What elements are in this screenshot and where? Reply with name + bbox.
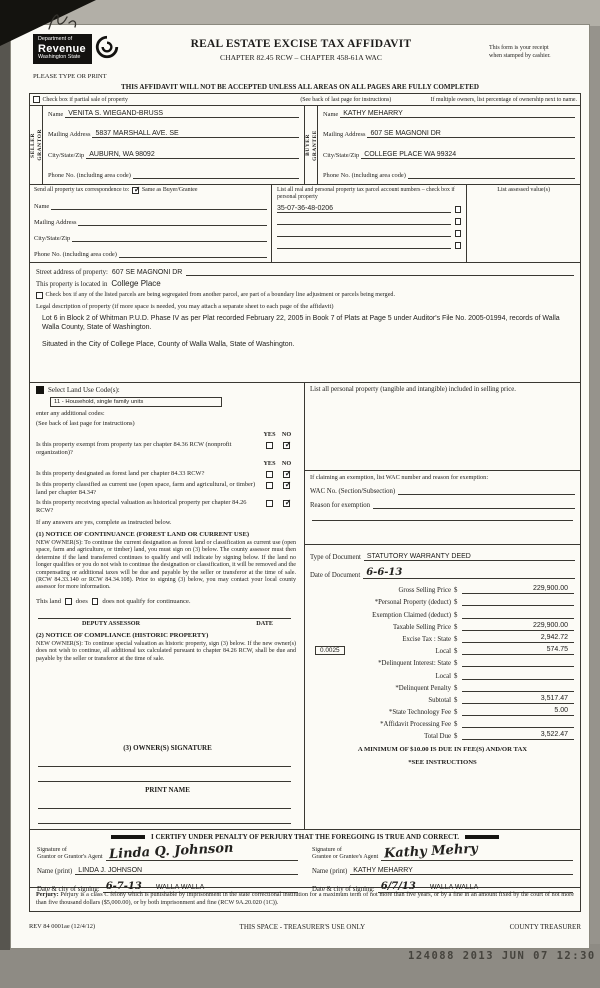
buyer-phone-field[interactable] [408, 171, 575, 179]
corr-address-field[interactable] [78, 218, 267, 226]
wac-label: WAC No. (Section/Subsection) [310, 488, 396, 495]
doc-date-label: Date of Document [310, 572, 361, 579]
fee-row-tech-fee: *State Technology Fee $ 5.00 [305, 704, 574, 716]
grantor-name-print-field[interactable]: LINDA J. JOHNSON [75, 867, 298, 875]
grantor-name-print-label: Name (print) [37, 868, 73, 875]
personal-property-box [305, 383, 580, 471]
deputy-assessor-signature-line[interactable] [38, 607, 291, 619]
corr-name-field[interactable] [51, 202, 267, 210]
deputy-assessor-label: DEPUTY ASSESSOR [82, 619, 141, 627]
fee-value-taxable[interactable]: 229,900.00 [462, 622, 574, 631]
rev-number: REV 84 0001ae (12/4/12) [29, 923, 96, 930]
fee-value-total[interactable]: 3,522.47 [462, 731, 574, 740]
warning-line: THIS AFFIDAVIT WILL NOT BE ACCEPTED UNLESS ALL AREAS ON ALL PAGES ARE FULLY COMPLETED [121, 83, 479, 91]
see-instructions-note: *SEE INSTRUCTIONS [408, 759, 477, 767]
owner-signature-line-2[interactable] [38, 767, 291, 782]
corr-phone-field[interactable] [119, 250, 267, 258]
buyer-address-label: Mailing Address [323, 131, 366, 139]
exemption-reason-line-2[interactable] [312, 509, 573, 521]
property-section [30, 263, 580, 383]
current-use-no-checkbox[interactable] [283, 479, 292, 489]
parcel-number-field[interactable]: 35-07-36-48-0206 [277, 205, 451, 213]
seller-address-label: Mailing Address [48, 131, 91, 139]
select-land-use-label: Select Land Use Code(s): [48, 386, 120, 394]
seller-csz-field[interactable]: AUBURN, WA 98092 [86, 151, 299, 159]
black-square-icon [36, 386, 44, 394]
fee-row-exemption: Exemption Claimed (deduct) $ [305, 606, 574, 618]
grantee-role-label: Grantee or Grantee's Agent [312, 854, 379, 860]
grantor-signing-city[interactable]: WALLA WALLA [155, 884, 205, 891]
seller-name-field[interactable]: VENITA S. WIEGAND-BRUSS [65, 110, 299, 118]
seller-csz-label: City/State/Zip [48, 151, 85, 159]
see-back-note-2: (See back of last page for instructions) [36, 420, 135, 427]
corr-address-label: Mailing Address [34, 218, 77, 226]
question-forest: Is this property designated as forest land per chapter 84.33 RCW? [36, 470, 205, 478]
personal-property-header: List all personal property (tangible and intangible) included in selling price. [310, 386, 516, 393]
date-label: DATE [256, 619, 273, 627]
please-type-note: PLEASE TYPE OR PRINT [33, 73, 107, 80]
exemption-header: If claiming an exemption, list WAC number and reason for exemption: [310, 474, 489, 481]
seller-box [30, 106, 305, 184]
same-as-buyer-label: Same as Buyer/Grantee [141, 187, 198, 194]
forest-yes-checkbox[interactable] [266, 471, 273, 478]
situated-line: Situated in the City of College Place, County of Walla Walla, State of Washington. [42, 340, 295, 348]
dollar-sign: $ [454, 721, 458, 729]
segregated-checkbox[interactable] [36, 292, 43, 299]
grantee-name-print-label: Name (print) [312, 868, 348, 875]
yes-header-2: YES [263, 460, 276, 468]
seller-phone-field[interactable] [133, 171, 299, 179]
assessed-values-box [467, 185, 580, 262]
title-block [141, 38, 461, 62]
parcel-personal-checkbox-4[interactable] [455, 242, 462, 249]
affidavit-page [10, 24, 590, 949]
fee-row-local: 0.0025 Local $ 574.75 [305, 643, 574, 655]
perjury-text: Perjury is a class C felony which is punishable by imprisonment in the state correctional institution for a maximum term of not more than five years, or by a fine in an amount fixed by the court of not more than five thousand dollars ($5,000.00), or by both imprisonment and fine (RCW 9A.20.020 (1C)). [36, 891, 574, 906]
parcel-header: List all real and personal property tax parcel account numbers – check box if personal property [277, 187, 455, 200]
checkmark-icon: ✓ [133, 184, 141, 194]
document-box [305, 545, 580, 582]
correspondence-address-box [30, 185, 272, 262]
signature-of-label: Signature of [37, 847, 67, 853]
dollar-sign: $ [454, 672, 458, 680]
fee-value-di-local[interactable] [462, 671, 574, 680]
corr-name-label: Name [34, 202, 50, 210]
same-as-buyer-checkbox[interactable] [132, 184, 141, 194]
doc-type-label: Type of Document [310, 554, 361, 561]
document-date-field[interactable]: 6-6-13 [363, 567, 575, 579]
certification-section [30, 830, 580, 893]
land-does-not-checkbox[interactable] [92, 598, 99, 605]
notice1-title: (1) NOTICE OF CONTINUANCE (FOREST LAND OR CURRENT USE) [36, 530, 250, 538]
grantor-signature-block [30, 840, 305, 895]
parcel-personal-checkbox-3[interactable] [455, 230, 462, 237]
if-yes-note: If any answers are yes, complete as instructed below. [36, 518, 172, 526]
certify-bar-left [111, 835, 145, 839]
located-in-value[interactable]: College Place [111, 279, 161, 288]
form-title: REAL ESTATE EXCISE TAX AFFIDAVIT [190, 38, 412, 50]
dollar-sign: $ [454, 611, 458, 619]
certify-bar-right [465, 835, 499, 839]
perjury-notice [30, 888, 580, 911]
receipt-note-line1: This form is your receipt [489, 45, 549, 51]
buyer-csz-label: City/State/Zip [323, 151, 360, 159]
fee-value-exemption[interactable] [462, 610, 574, 619]
grantor-role-label: Grantor or Grantor's Agent [37, 854, 103, 860]
forest-no-checkbox[interactable] [283, 468, 292, 478]
grantor-date-city-label: Date & city of signing: [37, 886, 100, 893]
fee-value-penalty[interactable] [462, 683, 574, 692]
fee-row-total-due: Total Due $ 3,522.47 [305, 728, 574, 740]
parcel-numbers-box [272, 185, 467, 262]
seller-name-label: Name [48, 111, 64, 118]
parcel-number-field-4[interactable] [277, 248, 451, 249]
parcel-personal-checkbox-2[interactable] [455, 218, 462, 225]
additional-codes-label: enter any additional codes: [36, 410, 105, 417]
street-address-line[interactable] [186, 268, 574, 276]
dept-name: Revenue [38, 42, 86, 55]
handwritten-mark-icon [44, 8, 86, 36]
scan-edge-band [0, 0, 10, 950]
certify-title: I CERTIFY UNDER PENALTY OF PERJURY THAT THE FOREGOING IS TRUE AND CORRECT. [150, 832, 459, 841]
dollar-sign: $ [454, 733, 458, 741]
owner-signature-line-1[interactable] [38, 752, 291, 767]
corr-csz-label: City/State/Zip [34, 234, 71, 242]
legal-description-label: Legal description of property (if more space is needed, you may attach a separate sheet to each page of the affidavit) [36, 302, 334, 310]
fee-value-gross[interactable]: 229,900.00 [462, 585, 574, 594]
dollar-sign: $ [454, 660, 458, 668]
corr-phone-label: Phone No. (including area code) [34, 251, 117, 258]
land-use-column [30, 383, 305, 829]
partial-sale-checkbox[interactable] [33, 96, 40, 103]
grantee-signing-city[interactable]: WALLA WALLA [429, 884, 479, 891]
pre-row [30, 94, 580, 105]
exemption-reason-field[interactable] [373, 501, 575, 509]
fee-row-excise-state: Excise Tax : State $ 2,942.72 [305, 631, 574, 643]
seller-address-field[interactable]: 5837 MARSHALL AVE. SE [92, 130, 299, 138]
dollar-sign: $ [454, 587, 458, 595]
dollar-sign: $ [454, 684, 458, 692]
grantor-band-word: GRANTOR [36, 129, 43, 161]
parcel-personal-checkbox-1[interactable] [455, 206, 462, 213]
checkmark-icon: ✓ [284, 439, 292, 449]
fee-row-delinquent-interest-state: *Delinquent Interest: State $ [305, 655, 574, 667]
local-rate-box: 0.0025 [315, 646, 345, 655]
multiple-owners-note: If multiple owners, list percentage of ownership next to name. [430, 96, 577, 103]
receipt-note [489, 45, 581, 61]
land-does-checkbox[interactable] [65, 598, 72, 605]
treasurer-space-label: THIS SPACE - TREASURER'S USE ONLY [239, 923, 366, 931]
fee-value-subtotal[interactable]: 3,517.47 [462, 695, 574, 704]
middle-columns [30, 383, 580, 830]
dollar-sign: $ [454, 709, 458, 717]
print-name-line-1[interactable] [38, 794, 291, 809]
grantee-band-word: GRANTEE [311, 129, 318, 161]
buyer-csz-field[interactable]: COLLEGE PLACE WA 99324 [361, 151, 575, 159]
see-back-note: (See back of last page for instructions) [300, 96, 392, 103]
dollar-sign: $ [454, 648, 458, 656]
partial-sale-label: Check box if partial sale of property [42, 96, 128, 103]
seller-band-word: SELLER [29, 132, 36, 158]
perjury-lead: Perjury: [36, 891, 59, 898]
buyer-name-field[interactable]: KATHY MEHARRY [340, 110, 575, 118]
grantee-signing-date[interactable]: 6/7/13 [380, 881, 416, 892]
dollar-sign: $ [454, 696, 458, 704]
exempt-yes-checkbox[interactable] [266, 442, 273, 449]
buyer-name-label: Name [323, 111, 339, 118]
fee-row-gross: Gross Selling Price $ 229,900.00 [305, 582, 574, 594]
form-subtitle: CHAPTER 82.45 RCW – CHAPTER 458-61A WAC [220, 53, 382, 62]
fee-row-subtotal: Subtotal $ 3,517.47 [305, 692, 574, 704]
grantor-signing-date[interactable]: 6-7-13 [105, 881, 142, 892]
wac-number-field[interactable] [398, 487, 575, 495]
checkmark-icon: ✓ [284, 479, 292, 489]
fee-row-delinquent-penalty: *Delinquent Penalty $ [305, 680, 574, 692]
county-treasurer-label: COUNTY TREASURER [509, 923, 581, 931]
dept-line: Department of [38, 36, 73, 42]
yes-header: YES [263, 431, 276, 438]
grantee-date-city-label: Date & city of signing: [312, 886, 375, 893]
print-name-line-2[interactable] [38, 809, 291, 824]
cashier-stamp: 124088 2013 JUN 07 12:30 [408, 950, 596, 962]
buyer-address-field[interactable]: 607 SE MAGNONI DR [367, 130, 575, 138]
financial-column [305, 383, 580, 829]
fee-value-personal[interactable] [462, 597, 574, 606]
print-name-title: PRINT NAME [145, 786, 190, 794]
does-label: does [75, 597, 88, 605]
segregated-label: Check box if any of the listed parcels are being segregated from another parcel, are part of a boundary line adjustment or parcels being merged. [45, 292, 395, 299]
fee-value-tech[interactable]: 5.00 [462, 707, 574, 716]
legal-description-value[interactable]: Lot 6 in Block 2 of Whitman P.U.D. Phase IV as per Plat recorded February 22, 2005 in Book 7 of Plats at Page 5 under Auditor's File No. 2005-01994, records of Walla Walla County, State of Washington. [42, 314, 560, 331]
parties-section [30, 105, 580, 185]
buyer-band-word: BUYER [304, 134, 311, 156]
assessed-header: List assessed value(s) [497, 187, 551, 193]
fee-row-taxable: Taxable Selling Price $ 229,900.00 [305, 619, 574, 631]
street-address-label: Street address of property: [36, 269, 108, 276]
owners-signature-title: (3) OWNER(S) SIGNATURE [123, 744, 212, 752]
seller-phone-label: Phone No. (including area code) [48, 171, 131, 179]
notice2-body: NEW OWNER(S): To continue special valuation as historic property, sign (3) below. If the new owner(s) does not wish to continue, all additional tax calculated pursuant to chapter 84.26 RCW, shall be due and payable by the seller or transferor at the time of sale. [36, 640, 296, 662]
buyer-grantee-band [305, 106, 318, 184]
fee-value-excise-state[interactable]: 2,942.72 [462, 634, 574, 643]
street-address-value[interactable]: 607 SE MAGNONI DR [111, 269, 183, 276]
no-header: NO [281, 431, 292, 438]
exempt-no-checkbox[interactable] [283, 439, 292, 449]
send-correspondence-label: Send all property tax correspondence to: [34, 187, 130, 194]
question-current-use: Is this property classified as current use (open space, farm and agricultural, or timber) land per chapter 84.34? [36, 481, 256, 496]
dept-state: Washington State [38, 54, 81, 61]
fee-table [305, 582, 580, 740]
fee-row-personal: *Personal Property (deduct) $ [305, 594, 574, 606]
question-exempt: Is this property exempt from property tax per chapter 84.36 RCW (nonprofit organization)? [36, 441, 232, 456]
corr-csz-field[interactable] [72, 234, 267, 242]
grantee-signature-block [305, 843, 580, 895]
fee-value-processing[interactable] [462, 719, 574, 728]
correspondence-section [30, 185, 580, 263]
buyer-phone-label: Phone No. (including area code) [323, 171, 406, 179]
form-body [29, 93, 581, 912]
checkmark-icon: ✓ [284, 497, 292, 507]
notice1-body: NEW OWNER(S): To continue the current designation as forest land or classification as current use (open space, farm and agriculture, or timber) land, you must sign on (3) below. The county assessor must then determine if the land transferred continues to qualify and will indicate by signing below. If the land no longer qualifies or you do not wish to continue the designation or classification, it will be removed and the compensating or additional taxes will be due and payable by the seller or transferor at the time of sale. (RCW 84.33.140 or RCW 84.34.108). Prior to signing (3) below, you may contact your local county assessor for more information. [36, 539, 296, 591]
current-use-yes-checkbox[interactable] [266, 482, 273, 489]
checkmark-icon: ✓ [284, 468, 292, 478]
dollar-sign: $ [454, 599, 458, 607]
reason-label: Reason for exemption [310, 502, 371, 509]
dollar-sign: $ [454, 635, 458, 643]
notice2-title: (2) NOTICE OF COMPLIANCE (HISTORIC PROPERTY) [36, 631, 209, 639]
fee-value-local[interactable]: 574.75 [462, 646, 574, 655]
historic-no-checkbox[interactable] [283, 497, 292, 507]
fee-row-processing-fee: *Affidavit Processing Fee $ [305, 716, 574, 728]
seller-grantor-band [30, 106, 43, 184]
no-header-2: NO [281, 460, 292, 468]
receipt-note-line2: when stamped by cashier. [489, 52, 551, 59]
footer-row [29, 923, 581, 931]
this-land-label: This land [36, 597, 62, 605]
fee-row-delinquent-interest-local: Local $ [305, 667, 574, 679]
dollar-sign: $ [454, 623, 458, 631]
grantee-signature[interactable]: Kathy Mehry [383, 841, 479, 862]
revenue-swirl-icon [94, 34, 120, 60]
exemption-box [305, 471, 580, 545]
land-use-code-field[interactable]: 11 - Household, single family units [50, 397, 222, 407]
parcel-number-field-2[interactable] [277, 224, 451, 225]
grantee-name-print-field[interactable]: KATHY MEHARRY [350, 867, 573, 875]
buyer-box [305, 106, 580, 184]
historic-yes-checkbox[interactable] [266, 500, 273, 507]
signature-of-label-2: Signature of [312, 847, 342, 853]
question-historic: Is this property receiving special valuation as historical property per chapter 84.26 RCW? [36, 499, 247, 515]
minimum-due-note: A MINIMUM OF $10.00 IS DUE IN FEE(S) AND/OR TAX [357, 746, 528, 754]
document-type-field[interactable]: STATUTORY WARRANTY DEED [364, 553, 575, 561]
parcel-number-field-3[interactable] [277, 236, 451, 237]
does-not-label: does not qualify for continuance. [102, 597, 191, 605]
grantor-signature[interactable]: Linda Q. Johnson [108, 840, 234, 863]
located-in-label: This property is located in [36, 281, 108, 288]
fee-value-di-state[interactable] [462, 658, 574, 667]
